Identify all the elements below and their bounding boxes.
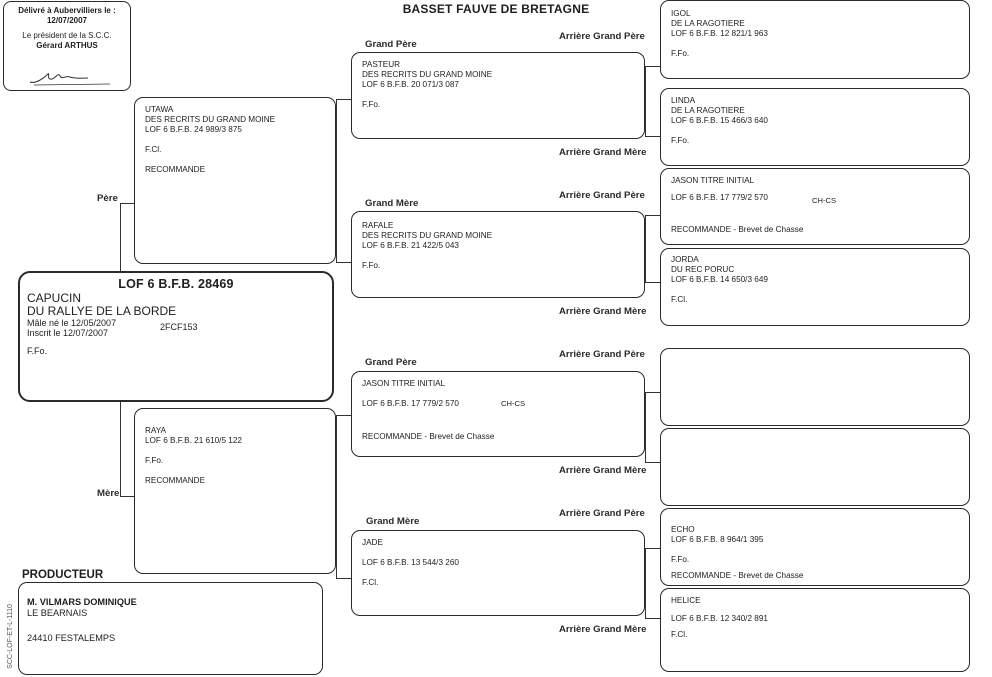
- subject-colour: F.Fo.: [27, 346, 48, 356]
- agp4-note: RECOMMANDE - Brevet de Chasse: [671, 571, 804, 580]
- connector-line: [120, 496, 134, 497]
- gp-pat-affix: DES RECRITS DU GRAND MOINE: [362, 70, 493, 79]
- label-grand-mere-maternal: Grand Mère: [366, 516, 420, 527]
- producteur-title: PRODUCTEUR: [22, 569, 104, 581]
- producteur-name: M. VILMARS DOMINIQUE: [27, 597, 137, 607]
- agp2-note: RECOMMANDE - Brevet de Chasse: [671, 225, 804, 234]
- mere-lof: LOF 6 B.F.B. 21 610/5 122: [145, 436, 242, 445]
- connector-line: [120, 203, 134, 204]
- grand-pere-paternal-box: [351, 52, 645, 139]
- connector-line: [336, 99, 351, 100]
- agm2-name: JORDA: [671, 255, 699, 264]
- agm2-colour: F.Cl.: [671, 295, 688, 304]
- connector-line: [120, 203, 121, 272]
- stamp-president-name: Gérard ARTHUS: [36, 40, 98, 50]
- agm1-name: LINDA: [671, 96, 696, 105]
- label-arriere-grand-mere-1: Arrière Grand Mère: [559, 147, 647, 158]
- label-mere: Mère: [97, 488, 120, 499]
- connector-line: [645, 215, 646, 282]
- connector-line: [336, 578, 351, 579]
- pere-affix: DES RECRITS DU GRAND MOINE: [145, 115, 276, 124]
- connector-line: [645, 215, 660, 216]
- agp1-lof: LOF 6 B.F.B. 12 821/1 963: [671, 29, 768, 38]
- label-arriere-grand-mere-4: Arrière Grand Mère: [559, 624, 647, 635]
- subject-name: CAPUCIN: [27, 291, 82, 305]
- grand-pere-maternal-box: [351, 371, 645, 457]
- label-grand-pere-maternal: Grand Père: [365, 357, 417, 368]
- agp4-name: ECHO: [671, 525, 695, 534]
- agm4-colour: F.Cl.: [671, 630, 688, 639]
- label-pere: Père: [97, 193, 118, 204]
- agp2-name: JASON TITRE INITIAL: [671, 176, 755, 185]
- connector-line: [645, 392, 660, 393]
- arriere-grand-pere-1-box: [660, 0, 970, 79]
- stamp-president-label: Le président de la S.C.C.: [22, 31, 112, 40]
- label-grand-mere-paternal: Grand Mère: [365, 198, 419, 209]
- margin-form-code: SCC-LOF-ET-L-1110: [6, 604, 14, 669]
- grand-mere-paternal-box: [351, 211, 645, 298]
- producteur-affix: LE BEARNAIS: [27, 608, 88, 618]
- gm-mat-lof: LOF 6 B.F.B. 13 544/3 260: [362, 558, 459, 567]
- agm1-affix: DE LA RAGOTIERE: [671, 106, 745, 115]
- connector-line: [645, 66, 660, 67]
- gm-pat-affix: DES RECRITS DU GRAND MOINE: [362, 231, 493, 240]
- label-grand-pere-paternal: Grand Père: [365, 39, 417, 50]
- agm1-lof: LOF 6 B.F.B. 15 466/3 640: [671, 116, 768, 125]
- agp4-colour: F.Fo.: [671, 555, 690, 564]
- breed-title: BASSET FAUVE DE BRETAGNE: [402, 2, 590, 16]
- gp-pat-lof: LOF 6 B.F.B. 20 071/3 087: [362, 80, 459, 89]
- arriere-grand-mere-1-box: [660, 88, 970, 166]
- connector-line: [645, 548, 646, 618]
- producteur-city: 24410 FESTALEMPS: [27, 633, 116, 643]
- mere-note: RECOMMANDE: [145, 476, 206, 485]
- agp4-lof: LOF 6 B.F.B. 8 964/1 395: [671, 535, 764, 544]
- pere-colour: F.Cl.: [145, 145, 162, 154]
- stamp-issued-label: Délivré à Aubervilliers le :: [18, 6, 116, 15]
- connector-line: [336, 415, 351, 416]
- connector-line: [336, 415, 337, 578]
- mere-colour: F.Fo.: [145, 456, 164, 465]
- arriere-grand-mere-4-box: [660, 588, 970, 672]
- gm-mat-colour: F.Cl.: [362, 578, 379, 587]
- issuance-stamp: [3, 1, 131, 91]
- agm2-affix: DU REC PORUC: [671, 265, 735, 274]
- connector-line: [645, 392, 646, 462]
- gp-pat-colour: F.Fo.: [362, 100, 381, 109]
- gp-mat-name: JASON TITRE INITIAL: [362, 379, 446, 388]
- connector-line: [645, 618, 660, 619]
- gp-mat-lof: LOF 6 B.F.B. 17 779/2 570: [362, 399, 459, 408]
- subject-affix: DU RALLYE DE LA BORDE: [27, 304, 177, 318]
- subject-registered: Inscrit le 12/07/2007: [27, 328, 109, 338]
- arriere-grand-mere-3-box: [660, 428, 970, 506]
- agm4-lof: LOF 6 B.F.B. 12 340/2 891: [671, 614, 768, 623]
- gm-pat-lof: LOF 6 B.F.B. 21 422/5 043: [362, 241, 459, 250]
- agp2-title: CH-CS: [812, 196, 837, 205]
- pere-name: UTAWA: [145, 105, 174, 114]
- agp1-affix: DE LA RAGOTIERE: [671, 19, 745, 28]
- label-arriere-grand-pere-2: Arrière Grand Père: [559, 190, 645, 201]
- agm2-lof: LOF 6 B.F.B. 14 650/3 649: [671, 275, 768, 284]
- label-arriere-grand-mere-2: Arrière Grand Mère: [559, 306, 647, 317]
- gp-mat-note: RECOMMANDE - Brevet de Chasse: [362, 432, 495, 441]
- connector-line: [336, 262, 351, 263]
- connector-line: [645, 66, 646, 136]
- agp1-name: IGOL: [671, 9, 691, 18]
- agp1-colour: F.Fo.: [671, 49, 690, 58]
- gm-mat-name: JADE: [362, 538, 383, 547]
- arriere-grand-pere-3-box: [660, 348, 970, 426]
- subject-lof-number: LOF 6 B.F.B. 28469: [118, 277, 234, 291]
- pere-note: RECOMMANDE: [145, 165, 206, 174]
- gp-mat-title: CH-CS: [501, 399, 526, 408]
- stamp-date: 12/07/2007: [46, 15, 88, 25]
- pere-lof: LOF 6 B.F.B. 24 989/3 875: [145, 125, 242, 134]
- subject-tattoo: 2FCF153: [160, 322, 198, 332]
- mere-name: RAYA: [145, 426, 167, 435]
- agp2-lof: LOF 6 B.F.B. 17 779/2 570: [671, 193, 768, 202]
- arriere-grand-mere-2-box: [660, 248, 970, 326]
- connector-line: [120, 400, 121, 496]
- agm4-name: HELICE: [671, 596, 701, 605]
- pere-box: [134, 97, 336, 264]
- connector-line: [645, 462, 660, 463]
- label-arriere-grand-pere-4: Arrière Grand Père: [559, 508, 645, 519]
- gm-pat-colour: F.Fo.: [362, 261, 381, 270]
- signature-icon: [26, 66, 116, 88]
- connector-line: [645, 548, 660, 549]
- arriere-grand-pere-2-box: [660, 168, 970, 245]
- arriere-grand-pere-4-box: [660, 508, 970, 586]
- gm-pat-name: RAFALE: [362, 221, 394, 230]
- connector-line: [645, 282, 660, 283]
- mere-box: [134, 408, 336, 574]
- label-arriere-grand-pere-1: Arrière Grand Père: [559, 31, 645, 42]
- label-arriere-grand-pere-3: Arrière Grand Père: [559, 349, 645, 360]
- gp-pat-name: PASTEUR: [362, 60, 401, 69]
- subject-birth: Mâle né le 12/05/2007: [27, 318, 117, 328]
- producteur-box: [18, 582, 323, 675]
- connector-line: [336, 99, 337, 262]
- grand-mere-maternal-box: [351, 530, 645, 616]
- label-arriere-grand-mere-3: Arrière Grand Mère: [559, 465, 647, 476]
- agm1-colour: F.Fo.: [671, 136, 690, 145]
- subject-dog-box: [18, 271, 334, 402]
- connector-line: [645, 136, 660, 137]
